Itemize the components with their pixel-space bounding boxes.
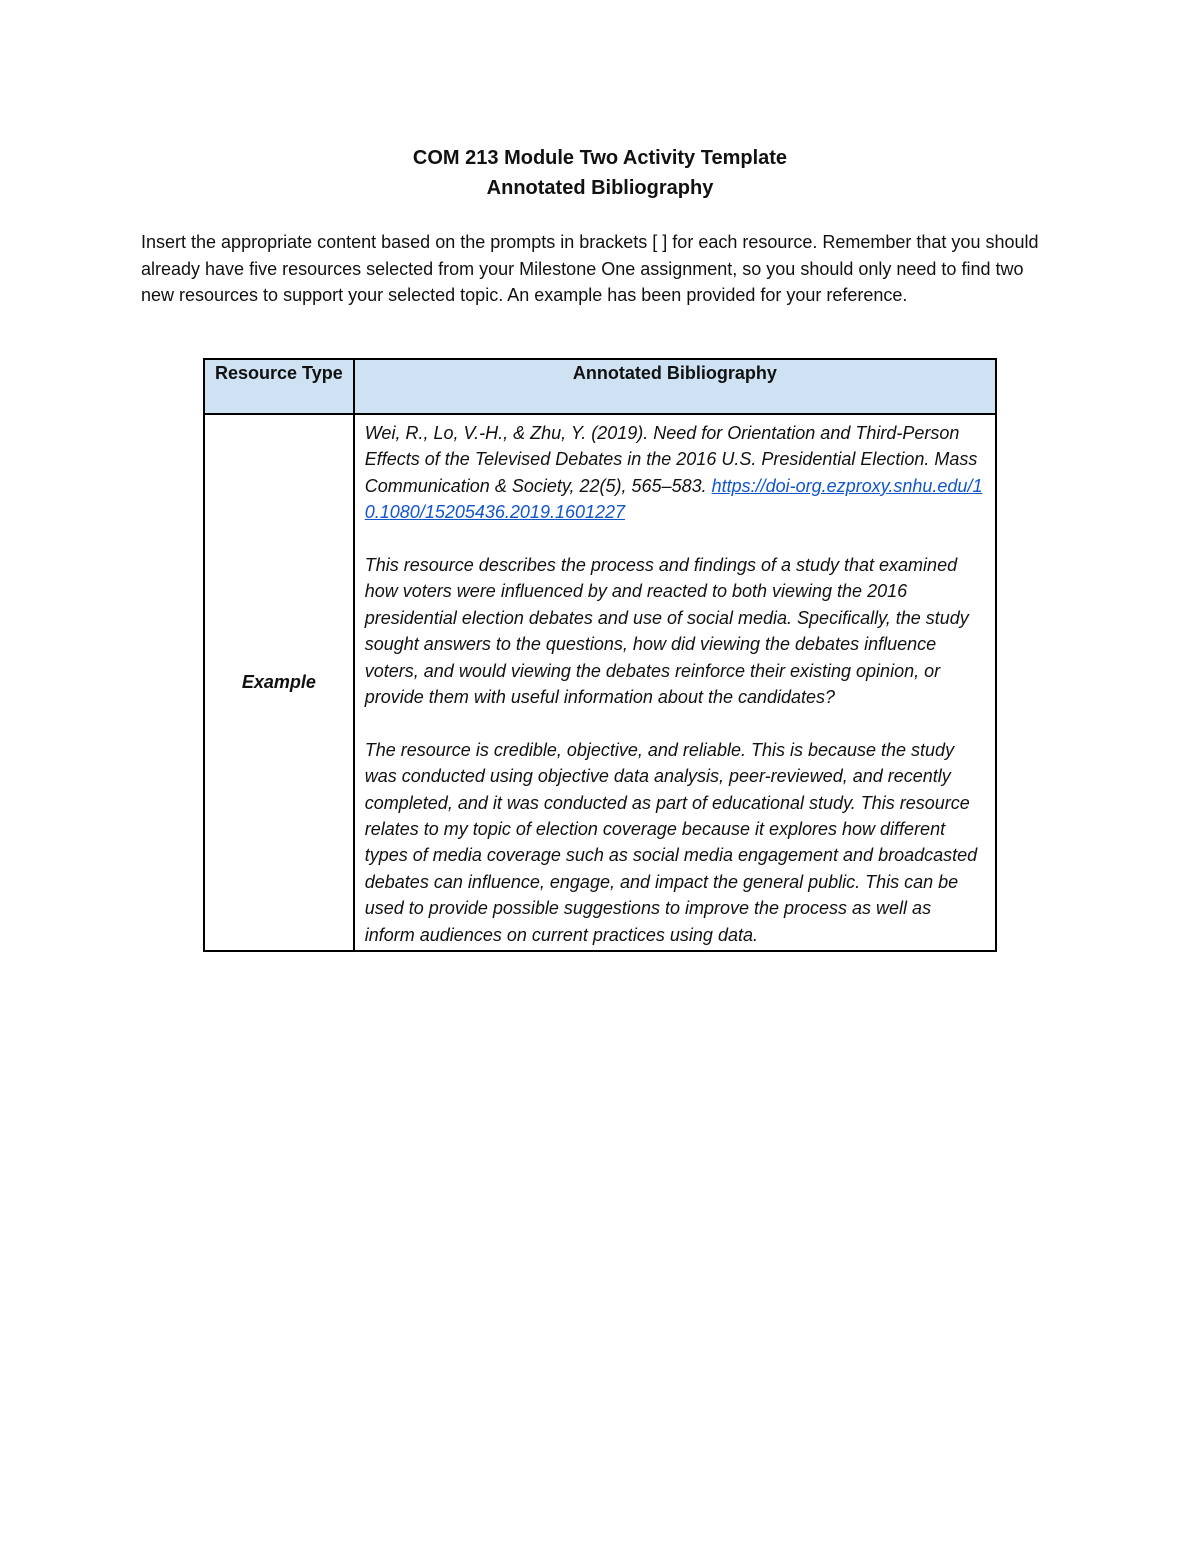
header-resource-type: Resource Type [204,359,354,414]
resource-type-cell: Example [204,414,354,951]
summary-paragraph: This resource describes the process and findings of a study that examined how voters were influenced by and reacted to both viewing the 2016 presidential election debates and use of social media. Specifically, the study sought answers to the questions, how did viewing the debates influence voters, and would viewing the debates reinforce their existing opinion, or provide them with useful information about the candidates? [364,555,969,708]
evaluation-paragraph: The resource is credible, objective, and reliable. This is because the study was conducted using objective data analysis, peer-reviewed, and recently completed, and it was conducted as part of educational study. This resource relates to my topic of election coverage because it explores how different types of media coverage such as social media engagement and broadcasted debates can influence, engage, and impact the general public. This can be used to provide possible suggestions to improve the process as well as inform audiences on current practices using data. [364,739,978,945]
document-title: COM 213 Module Two Activity Template [412,147,788,169]
title-block [0,143,1200,203]
citation-paragraph [365,420,985,526]
citation-text: Wei, R., Lo, V.-H., & Zhu, Y. (2019). Need for Orientation and Third-Person Effects of the Televised Debates in the 2016 U.S. Presidential Election. Mass Communication & Society, 22(5), 565–583. [364,423,978,496]
bibliography-table [203,358,997,952]
header-annotated-bibliography: Annotated Bibliography [354,359,996,414]
table-row [204,414,996,951]
table-header-row [204,359,996,414]
intro-paragraph: Insert the appropriate content based on the prompts in brackets [ ] for each resource. Remember that you should already have five resources selected from your Milestone One assignment, so you should only need to find two new resources to support your selected topic. An example has been provided for your reference. [141,232,1039,305]
doi-link[interactable]: https://doi-org.ezproxy.snhu.edu/10.1080/15205436.2019.1601227 [364,475,983,523]
annotation-cell [354,414,996,951]
document-subtitle: Annotated Bibliography [486,177,714,199]
